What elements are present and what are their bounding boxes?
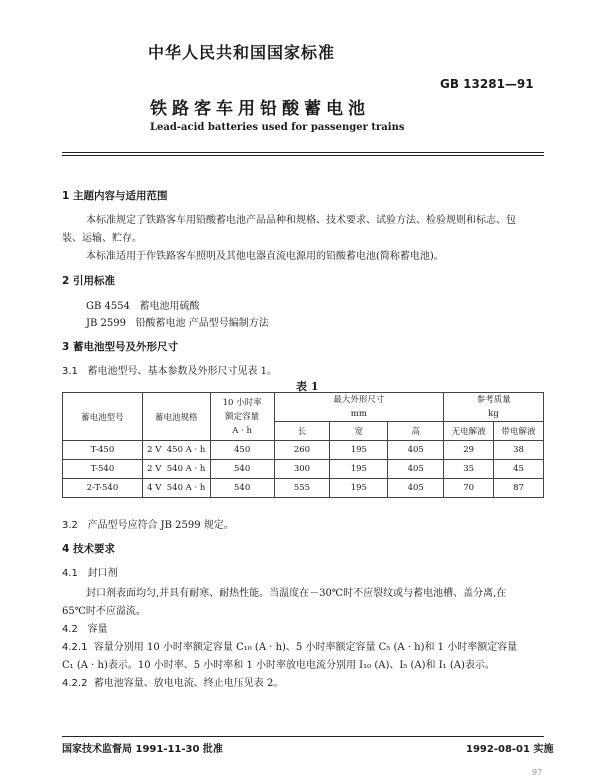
clause-4-2 bbox=[62, 620, 107, 635]
cell-length: 555 bbox=[274, 479, 330, 498]
header-spec: 蓄电池规格 bbox=[142, 393, 210, 441]
table-row bbox=[63, 460, 544, 479]
page-number: 97 bbox=[532, 768, 543, 777]
document-title: 铁路客车用铅酸蓄电池 bbox=[150, 99, 370, 119]
clause-4-2-2 bbox=[62, 674, 283, 689]
header-capacity-line3: A · h bbox=[232, 425, 252, 436]
reference-1-code: GB 4554 bbox=[86, 301, 130, 312]
clause-4-2-1-text-a: 容量分别用 10 小时率额定容量 C₁₀ (A · h)、5 小时率额定容量 C₅ (A · h)和 1 小时率额定容量 bbox=[93, 642, 518, 653]
clause-3-2-text: 产品型号应符合 JB 2599 规定。 bbox=[87, 520, 234, 531]
reference-1-title: 蓄电池用硫酸 bbox=[139, 301, 200, 312]
cell-spec bbox=[142, 479, 210, 498]
clause-4-1-paragraph-b: 65℃时不应溢流。 bbox=[62, 606, 146, 617]
table-row bbox=[63, 479, 544, 498]
header-mass-wet: 带电解液 bbox=[494, 422, 544, 441]
cell-spec-ah: 450 A · h bbox=[166, 445, 206, 455]
reference-1 bbox=[86, 297, 200, 312]
approval-date: 国家技术监督局 1991-11-30 批准 bbox=[62, 744, 223, 755]
clause-4-2-1-number: 4.2.1 bbox=[62, 642, 88, 653]
clause-4-1-title: 封口剂 bbox=[87, 568, 118, 579]
clause-4-2-2-number: 4.2.2 bbox=[62, 678, 88, 689]
reference-2-code: JB 2599 bbox=[86, 318, 126, 329]
header-dimensions bbox=[274, 393, 444, 422]
header-dimensions-label: 最大外形尺寸 bbox=[333, 395, 385, 405]
header-height: 高 bbox=[388, 422, 444, 441]
header-rule-thick bbox=[62, 152, 544, 153]
cell-mass-dry: 70 bbox=[444, 479, 494, 498]
header-mass-unit: kg bbox=[488, 409, 499, 419]
cell-width: 195 bbox=[330, 479, 388, 498]
section-4-heading: 4 技术要求 bbox=[62, 543, 115, 555]
cell-model: T-540 bbox=[63, 460, 143, 479]
english-title: Lead-acid batteries used for passenger trains bbox=[150, 122, 405, 133]
clause-3-2-number: 3.2 bbox=[62, 520, 78, 531]
header-model: 蓄电池型号 bbox=[63, 393, 143, 441]
section-3-heading: 3 蓄电池型号及外形尺寸 bbox=[62, 341, 178, 353]
cell-model: 2-T-540 bbox=[63, 479, 143, 498]
cell-spec-voltage: 2 V bbox=[147, 445, 162, 455]
clause-4-2-title: 容量 bbox=[87, 624, 108, 635]
section-1-heading: 1 主题内容与适用范围 bbox=[62, 190, 168, 202]
section-1-paragraph-1b: 装、运输、贮存。 bbox=[62, 233, 142, 244]
header-dimensions-unit: mm bbox=[350, 409, 367, 419]
cell-height: 405 bbox=[388, 479, 444, 498]
cell-mass-wet: 38 bbox=[494, 441, 544, 460]
cell-height: 405 bbox=[388, 441, 444, 460]
cell-model: T-450 bbox=[63, 441, 143, 460]
cell-width: 195 bbox=[330, 441, 388, 460]
cell-spec-ah: 540 A · h bbox=[166, 464, 206, 474]
header-capacity-line1: 10 小时率 bbox=[222, 397, 262, 408]
cell-spec-ah: 540 A · h bbox=[166, 483, 206, 493]
clause-4-1-number: 4.1 bbox=[62, 568, 78, 579]
clause-4-1-paragraph-a: 封口剂表面均匀,并具有耐寒、耐热性能。当温度在－30℃时不应裂纹或与蓄电池槽、盖分离,在 bbox=[86, 588, 507, 599]
cell-width: 195 bbox=[330, 460, 388, 479]
cell-spec-voltage: 4 V bbox=[147, 483, 162, 493]
cell-length: 260 bbox=[274, 441, 330, 460]
clause-4-2-1 bbox=[62, 638, 517, 653]
clause-3-2 bbox=[62, 516, 234, 531]
section-1-paragraph-1a: 本标准规定了铁路客车用铅酸蓄电池产品品种和规格、技术要求、试验方法、检验规则和标志、包 bbox=[86, 215, 516, 226]
clause-4-1 bbox=[62, 564, 117, 579]
clause-4-2-2-text: 蓄电池容量、放电电流、终止电压见表 2。 bbox=[93, 678, 284, 689]
header-rule-thin bbox=[62, 155, 544, 156]
header-mass-label: 参考质量 bbox=[476, 395, 511, 405]
standard-number: GB 13281—91 bbox=[440, 77, 534, 91]
issuing-body-title: 中华人民共和国国家标准 bbox=[148, 43, 336, 62]
cell-mass-wet: 87 bbox=[494, 479, 544, 498]
table-1-caption: 表 1 bbox=[296, 380, 319, 393]
table-1 bbox=[62, 392, 544, 498]
cell-spec bbox=[142, 441, 210, 460]
cell-length: 300 bbox=[274, 460, 330, 479]
header-mass bbox=[444, 393, 544, 422]
table-row bbox=[63, 441, 544, 460]
implementation-date: 1992-08-01 实施 bbox=[466, 744, 554, 755]
cell-capacity: 540 bbox=[210, 479, 274, 498]
clause-4-2-number: 4.2 bbox=[62, 624, 78, 635]
header-width: 宽 bbox=[330, 422, 388, 441]
cell-capacity: 450 bbox=[210, 441, 274, 460]
reference-2-title: 铅酸蓄电池 产品型号编制方法 bbox=[135, 318, 269, 329]
section-1-paragraph-2: 本标准适用于作铁路客车照明及其他电器直流电源用的铅酸蓄电池(简称蓄电池)。 bbox=[86, 251, 444, 262]
clause-3-1-text: 蓄电池型号、基本参数及外形尺寸见表 1。 bbox=[87, 366, 277, 377]
footer-rule bbox=[62, 736, 544, 737]
cell-height: 405 bbox=[388, 460, 444, 479]
cell-mass-dry: 29 bbox=[444, 441, 494, 460]
cell-spec-voltage: 2 V bbox=[147, 464, 162, 474]
section-2-heading: 2 引用标准 bbox=[62, 275, 115, 287]
cell-mass-wet: 45 bbox=[494, 460, 544, 479]
header-length: 长 bbox=[274, 422, 330, 441]
header-capacity-line2: 额定容量 bbox=[225, 411, 260, 422]
clause-3-1 bbox=[62, 362, 277, 377]
clause-3-1-number: 3.1 bbox=[62, 366, 78, 377]
cell-mass-dry: 35 bbox=[444, 460, 494, 479]
cell-spec bbox=[142, 460, 210, 479]
clause-4-2-1-text-b: C₁ (A · h)表示。10 小时率、5 小时率和 1 小时率放电电流分别用 I₁₀ (A)、I₅ (A)和 I₁ (A)表示。 bbox=[62, 660, 495, 671]
header-capacity bbox=[210, 393, 274, 441]
cell-capacity: 540 bbox=[210, 460, 274, 479]
reference-2 bbox=[86, 314, 269, 329]
header-mass-dry: 无电解液 bbox=[444, 422, 494, 441]
